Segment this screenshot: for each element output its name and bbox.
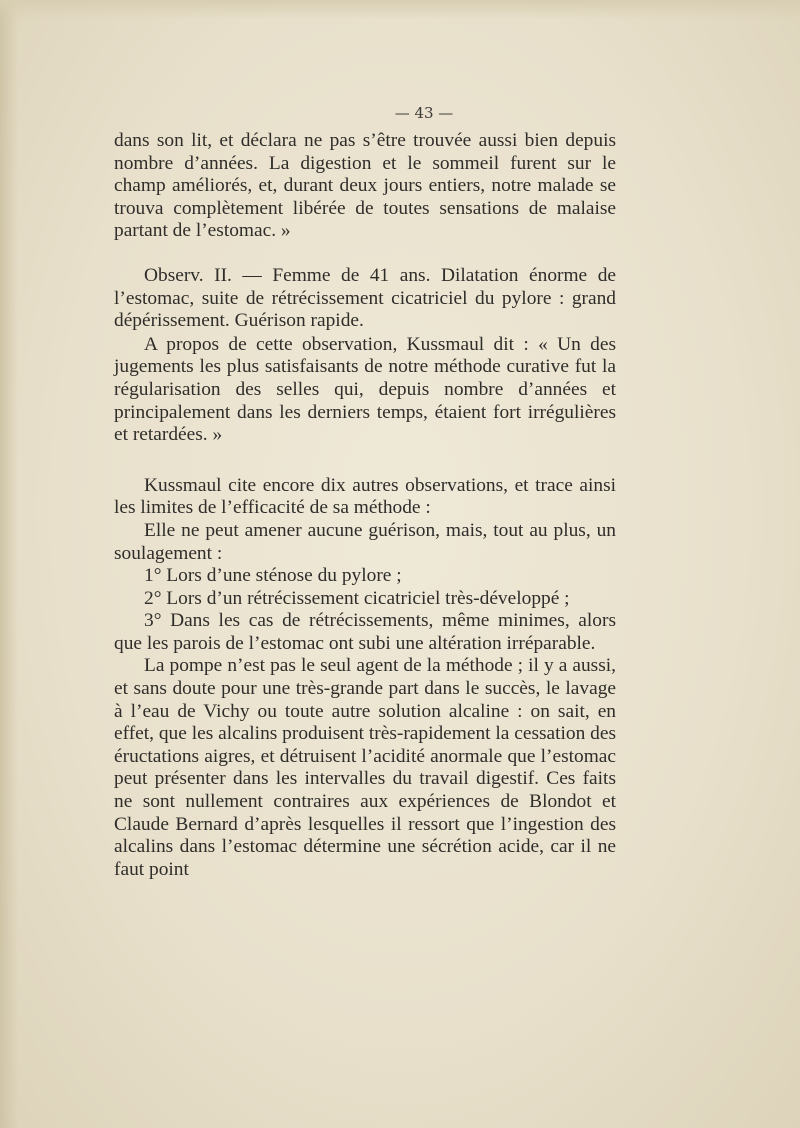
list-item-3: 3° Dans les cas de rétrécissements, même minimes, alors que les parois de l’estomac ont subi une altération irréparable.	[114, 610, 616, 654]
paragraph-method-scope: Elle ne peut amener aucune guérison, mais, tout au plus, un soulagement :	[114, 519, 616, 564]
paragraph-kussmaul-quote: A propos de cette observation, Kussmaul dit : « Un des jugements les plus satisfaisants de notre méthode curative fut la régularisation des selles qui, depuis nombre d’années et principalement dans les derniers temps, étaient fort irrégulières et retardées. »	[114, 333, 616, 446]
list-item-1: 1° Lors d’une sténose du pylore ;	[144, 565, 402, 587]
page-edge-shadow-top	[0, 0, 800, 20]
paragraph-kussmaul-limits: Kussmaul cite encore dix autres observations, et trace ainsi les limites de l’efficacité de sa méthode :	[114, 474, 616, 519]
page-edge-shadow-left	[0, 0, 18, 1128]
paragraph-continuation: dans son lit, et déclara ne pas s’être trouvée aussi bien depuis nombre d’années. La digestion et le sommeil furent sur le champ améliorés, et, durant deux jours entiers, notre malade se trouva complètement libérée de toutes sensations de malaise partant de l’estomac. »	[114, 130, 616, 242]
body-text	[114, 130, 616, 881]
paragraph-observation-heading: Observ. II. — Femme de 41 ans. Dilatation énorme de l’estomac, suite de rétrécissement cicatriciel du pylore : grand dépérissement. Guérison rapide.	[114, 264, 616, 332]
paragraph-pump-agent: La pompe n’est pas le seul agent de la méthode ; il y a aussi, et sans doute pour une très-grande part dans le succès, le lavage à l’eau de Vichy ou toute autre solution alcaline : on sait, en effet, que les alcalins produisent très-rapidement la cessation des éructations aigres, et détruisent l’acidité anormale que l’estomac peut présenter dans les intervalles du travail digestif. Ces faits ne sont nullement contraires aux expériences de Blondot et Claude Bernard d’après lesquelles il ressort que l’ingestion des alcalins dans l’estomac détermine une sécrétion acide, car il ne faut point	[114, 655, 617, 880]
page-number: — 43 —	[394, 104, 454, 122]
list-item-2: 2° Lors d’un rétrécissement cicatriciel très-développé ;	[144, 587, 570, 609]
